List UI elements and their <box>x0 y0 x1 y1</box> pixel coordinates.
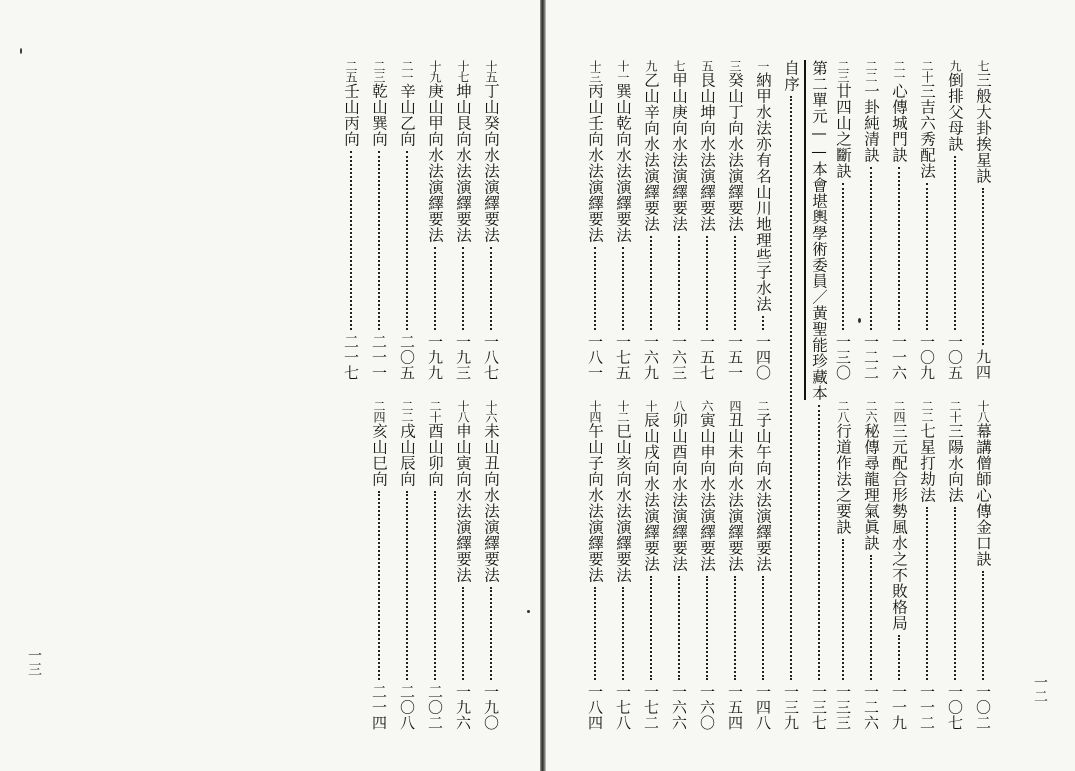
toc-entry-title: 壬山丙向 <box>342 83 360 147</box>
toc-entry-title: 辛山乙向 <box>398 83 416 147</box>
toc-entry <box>368 60 390 380</box>
leader-dots <box>734 236 736 330</box>
leader-dots <box>870 555 872 680</box>
leader-dots <box>678 236 680 330</box>
toc-entry-number: 三 <box>728 60 742 71</box>
toc-entry-title: 心傳城門訣 <box>890 83 908 163</box>
right-page-number: 一二 <box>1032 675 1048 703</box>
toc-entry-title: 午山子向水法演繹要法 <box>586 423 604 583</box>
toc-entry-title: 戌山辰向 <box>398 423 416 487</box>
leader-dots <box>842 539 844 680</box>
toc-entry <box>916 400 938 730</box>
toc-entry-title: 第二單元——本會堪輿學術委員／黃聖能珍藏本 <box>810 60 828 401</box>
toc-entry-number: 二十 <box>428 400 442 422</box>
toc-entry-title: 行道作法之要訣 <box>834 423 852 535</box>
toc-entry-page: 一九三 <box>454 333 472 380</box>
toc-entry-title: 未山丑向水法演繹要法 <box>482 423 500 583</box>
preface-entry <box>780 60 802 730</box>
toc-entry-page: 一〇二 <box>974 683 992 730</box>
toc-entry-page: 一九九 <box>426 333 444 380</box>
toc-entry-page: 一〇七 <box>946 683 964 730</box>
leader-dots <box>762 576 764 680</box>
toc-entry-title: 子山午向水法演繹要法 <box>754 412 772 572</box>
toc-entry-title: 甲山庚向水法演繹要法 <box>670 72 688 232</box>
toc-entry-number: 九 <box>948 60 962 71</box>
toc-entry-page: 一八四 <box>586 683 604 730</box>
toc-entry-page: 一六〇 <box>698 683 716 730</box>
toc-entry-title: 坤山艮向水法演繹要法 <box>454 83 472 243</box>
toc-entry <box>668 400 690 730</box>
leader-dots <box>954 507 956 680</box>
toc-entry-number: 二十 <box>920 60 934 82</box>
toc-entry-number: 十六 <box>484 400 498 422</box>
scan-speck <box>20 48 22 54</box>
toc-entry-number: 十 <box>644 400 658 411</box>
leader-dots <box>622 587 624 680</box>
leader-dots <box>818 405 820 680</box>
toc-entry-number: 二六 <box>864 400 878 422</box>
toc-entry <box>452 400 474 730</box>
toc-entry <box>584 60 606 380</box>
toc-entry-number: 九 <box>644 60 658 71</box>
toc-entry <box>640 60 662 380</box>
toc-entry <box>396 60 418 380</box>
leader-dots <box>650 236 652 330</box>
toc-entry-page: 一八七 <box>482 333 500 380</box>
toc-entry-page: 一六三 <box>670 333 688 380</box>
toc-entry <box>972 400 994 730</box>
toc-entry-title: 乙山辛向水法演繹要法 <box>642 72 660 232</box>
toc-entry-page: 二〇二 <box>426 683 444 730</box>
toc-entry-title: 三元配合形勢風水之不敗格局 <box>890 423 908 631</box>
toc-entry-title: 辰山戌向水法演繹要法 <box>642 412 660 572</box>
toc-entry <box>340 60 362 380</box>
toc-entry-number: 十二 <box>616 400 630 422</box>
leader-dots <box>954 156 956 330</box>
leader-dots <box>706 576 708 680</box>
leader-dots <box>594 587 596 680</box>
toc-entry-title: 廿四山之斷訣 <box>834 83 852 179</box>
toc-entry-title: 艮山坤向水法演繹要法 <box>698 72 716 232</box>
toc-entry-number: 二二 <box>920 400 934 422</box>
toc-entry-number: 二十 <box>948 400 962 422</box>
leader-dots <box>926 183 928 330</box>
leader-dots <box>842 183 844 330</box>
toc-entry-page: 一五一 <box>726 333 744 380</box>
toc-entry-number: 二四 <box>372 400 386 422</box>
leader-dots <box>350 151 352 330</box>
toc-entry-number: 十七 <box>456 60 470 82</box>
toc-entry-page: 一八一 <box>586 333 604 380</box>
toc-entry-page: 一三〇 <box>834 333 852 380</box>
toc-entry-title: 倒排父母訣 <box>946 72 964 152</box>
leader-dots <box>982 571 984 680</box>
leader-dots <box>490 247 492 330</box>
toc-entry-number: 十九 <box>428 60 442 82</box>
section-divider <box>804 60 806 400</box>
toc-entry-page: 二一四 <box>370 683 388 730</box>
toc-entry-title: 卯山酉向水法演繹要法 <box>670 412 688 572</box>
toc-entry-page: 一六九 <box>642 333 660 380</box>
toc-entry-number: 六 <box>700 400 714 411</box>
toc-entry-page: 一二二 <box>862 333 880 380</box>
toc-entry-title: 秘傳尋龍理氣眞訣 <box>862 423 880 551</box>
toc-entry-page: 一四〇 <box>754 333 772 380</box>
toc-entry-number: 二二 <box>400 400 414 422</box>
toc-entry <box>888 60 910 380</box>
toc-entry-page: 二〇五 <box>398 333 416 380</box>
toc-entry-page: 二〇八 <box>398 683 416 730</box>
toc-entry-page: 一七五 <box>614 333 632 380</box>
toc-entry-title: 癸山丁向水法演繹要法 <box>726 72 744 232</box>
toc-entry-title: 丁山癸向水法演繹要法 <box>482 83 500 243</box>
toc-entry-page: 一五七 <box>698 333 716 380</box>
toc-entry-title: 丑山未向水法演繹要法 <box>726 412 744 572</box>
toc-entry-number: 十四 <box>588 400 602 422</box>
leader-dots <box>594 247 596 330</box>
toc-entry-title: 丙山壬向水法演繹要法 <box>586 83 604 243</box>
toc-entry-number: 十八 <box>456 400 470 422</box>
toc-entry <box>860 60 882 380</box>
toc-entry-number: 二 <box>756 400 770 411</box>
leader-dots <box>462 587 464 680</box>
toc-entry <box>424 60 446 380</box>
toc-entry-title: 庚山甲向水法演繹要法 <box>426 83 444 243</box>
toc-entry-title: 巽山乾向水法演繹要法 <box>614 83 632 243</box>
leader-dots <box>378 151 380 330</box>
leader-dots <box>622 247 624 330</box>
toc-entry <box>612 60 634 380</box>
leader-dots <box>490 587 492 680</box>
toc-entry-number: 二一 <box>892 60 906 82</box>
leader-dots <box>434 491 436 680</box>
toc-entry-page: 一七八 <box>614 683 632 730</box>
toc-entry <box>368 400 390 730</box>
toc-entry <box>696 400 718 730</box>
leader-dots <box>734 576 736 680</box>
toc-entry-page: 一〇九 <box>918 333 936 380</box>
toc-entry-page: 一九六 <box>454 683 472 730</box>
toc-entry-title: 一卦純清訣 <box>862 83 880 163</box>
toc-entry-page: 一五四 <box>726 683 744 730</box>
toc-entry-page: 一一六 <box>890 333 908 380</box>
leader-dots <box>870 167 872 330</box>
toc-entry-page: 二一七 <box>342 333 360 380</box>
toc-entry-number: 十五 <box>484 60 498 82</box>
toc-entry-page: 一一二 <box>918 683 936 730</box>
toc-entry-title: 自序 <box>782 60 800 92</box>
leader-dots <box>378 491 380 680</box>
toc-entry-number: 十八 <box>976 400 990 422</box>
toc-entry-number: 二三 <box>372 60 386 82</box>
leader-dots <box>762 316 764 330</box>
leader-dots <box>926 507 928 680</box>
toc-entry <box>752 400 774 730</box>
toc-entry <box>452 60 474 380</box>
toc-entry-page: 一二六 <box>862 683 880 730</box>
toc-entry <box>916 60 938 380</box>
toc-entry <box>584 400 606 730</box>
toc-entry <box>696 60 718 380</box>
toc-entry-title: 三吉六秀配法 <box>918 83 936 179</box>
toc-entry-number: 二四 <box>892 400 906 422</box>
toc-entry-page: 一三七 <box>810 683 828 730</box>
toc-entry-number: 二五 <box>344 60 358 82</box>
toc-entry-number: 八 <box>672 400 686 411</box>
leader-dots <box>790 96 792 680</box>
toc-entry-title: 酉山卯向 <box>426 423 444 487</box>
toc-entry <box>396 400 418 730</box>
toc-entry-page: 一〇五 <box>946 333 964 380</box>
toc-entry-page: 一三九 <box>782 683 800 730</box>
toc-entry <box>724 400 746 730</box>
toc-entry-page: 一一九 <box>890 683 908 730</box>
toc-entry-title: 乾山巽向 <box>370 83 388 147</box>
toc-entry-number: 七 <box>672 60 686 71</box>
toc-entry <box>668 60 690 380</box>
toc-entry-page: 一六六 <box>670 683 688 730</box>
leader-dots <box>706 236 708 330</box>
toc-entry-number: 二三 <box>836 60 850 82</box>
toc-entry-number: 五 <box>700 60 714 71</box>
leader-dots <box>650 576 652 680</box>
toc-entry <box>860 400 882 730</box>
toc-entry-number: 二二 <box>864 60 878 82</box>
toc-entry-title: 三陽水向法 <box>946 423 964 503</box>
leader-dots <box>462 247 464 330</box>
toc-entry <box>480 400 502 730</box>
toc-entry <box>640 400 662 730</box>
leader-dots <box>406 151 408 330</box>
left-page-number: 一三 <box>26 648 42 676</box>
leader-dots <box>406 491 408 680</box>
leader-dots <box>678 576 680 680</box>
toc-entry-page: 一九〇 <box>482 683 500 730</box>
toc-entry <box>724 60 746 380</box>
toc-entry-number: 二八 <box>836 400 850 422</box>
toc-entry-number: 一 <box>756 60 770 71</box>
toc-entry-number: 七 <box>976 60 990 71</box>
toc-entry <box>944 60 966 380</box>
toc-entry-title: 申山寅向水法演繹要法 <box>454 423 472 583</box>
toc-entry <box>944 400 966 730</box>
toc-entry <box>832 400 854 730</box>
scan-speck <box>527 610 530 613</box>
leader-dots <box>898 635 900 680</box>
toc-entry <box>480 60 502 380</box>
toc-entry <box>888 400 910 730</box>
toc-entry-page: 一三三 <box>834 683 852 730</box>
section-heading <box>808 60 830 730</box>
toc-entry-page: 一四八 <box>754 683 772 730</box>
toc-entry-page: 九四 <box>974 349 992 380</box>
leader-dots <box>982 188 984 345</box>
toc-entry-number: 十一 <box>616 60 630 82</box>
toc-entry-page: 二一一 <box>370 333 388 380</box>
toc-entry <box>752 60 774 380</box>
toc-entry-title: 納甲水法亦有名山川地理些子水法 <box>754 72 772 312</box>
toc-entry-number: 十三 <box>588 60 602 82</box>
toc-entry <box>612 400 634 730</box>
toc-entry-page: 一七二 <box>642 683 660 730</box>
toc-entry-title: 寅山申向水法演繹要法 <box>698 412 716 572</box>
toc-entry-number: 二一 <box>400 60 414 82</box>
toc-entry-title: 七星打劫法 <box>918 423 936 503</box>
toc-entry-title: 亥山巳向 <box>370 423 388 487</box>
toc-entry-number: 四 <box>728 400 742 411</box>
toc-entry <box>424 400 446 730</box>
toc-entry-title: 巳山亥向水法演繹要法 <box>614 423 632 583</box>
leader-dots <box>898 167 900 330</box>
toc-entry-title: 三般大卦挨星訣 <box>974 72 992 184</box>
toc-entry-title: 幕講僧師心傳金口訣 <box>974 423 992 567</box>
toc-entry <box>832 60 854 380</box>
leader-dots <box>434 247 436 330</box>
toc-entry <box>972 60 994 380</box>
